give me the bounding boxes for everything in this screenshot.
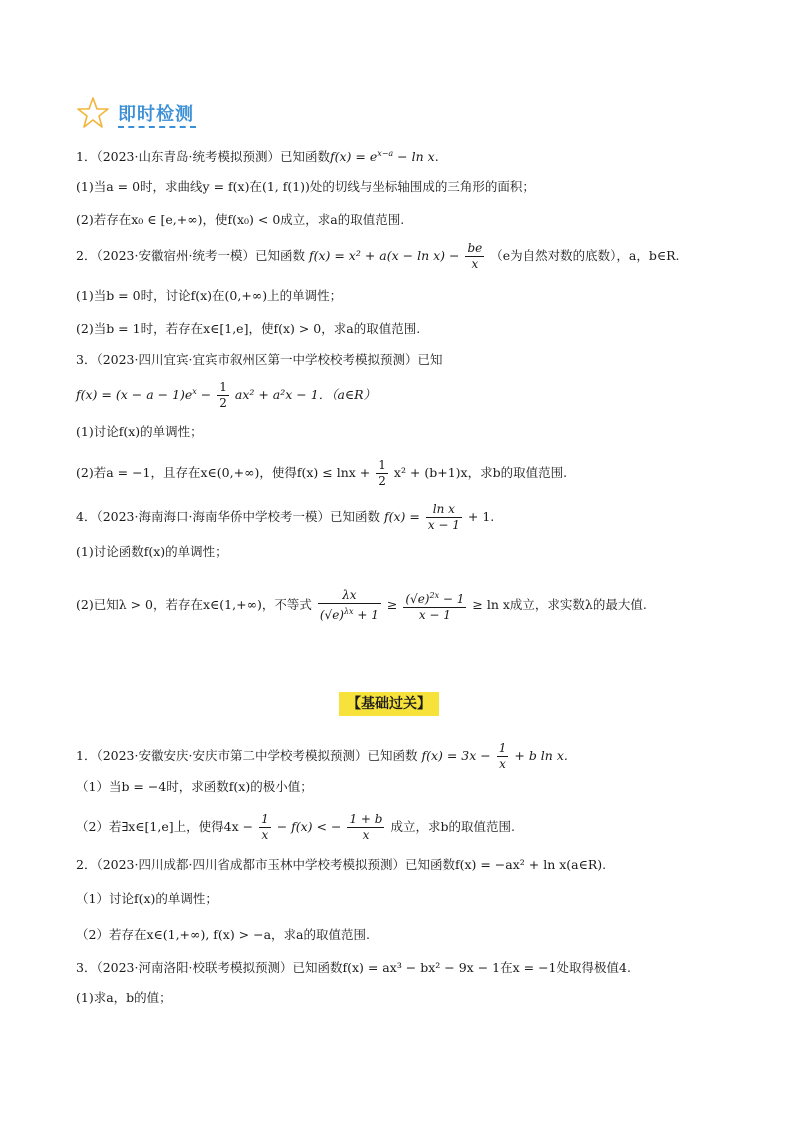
question-4-stem: 4．（2023·海南海口·海南华侨中学校考一模）已知函数 f(x) = $\frac{\text{ln x}}{x - 1}$ + 1.: [76, 502, 495, 532]
basic-question-1-part-2: （2）若∃x∈[1,e]上，使得4x − $\frac{1}{x}$ − f(x) < − $\frac{1 + b}{x}$ 成立，求b的取值范围.: [76, 812, 515, 842]
fraction: $\frac{(√e)^{2x} - 1}{x - 1}$: [403, 588, 466, 623]
question-2-part-1: (1)当b = 0时，讨论f(x)在(0,+∞)上的单调性；: [76, 288, 343, 303]
basic-question-2-stem: 2．（2023·四川成都·四川省成都市玉林中学校考模拟预测）已知函数f(x) = −ax² + ln x(a∈R).: [76, 857, 607, 872]
fraction: $\frac{\text{ln x}}{x - 1}$: [427, 502, 460, 532]
question-4-part-1: (1)讨论函数f(x)的单调性；: [76, 544, 228, 559]
fraction: $\frac{\lambda x}{(√e)^{\lambda x} + 1}$: [319, 588, 379, 622]
fraction: $\frac{1 + b}{x}$: [349, 812, 383, 842]
basic-question-3-stem: 3．（2023·河南洛阳·校联考模拟预测）已知函数f(x) = ax³ − bx² − 9x − 1在x = −1处取得极值4.: [76, 960, 631, 975]
title-underline: [118, 126, 196, 128]
star-icon: [76, 96, 110, 130]
basic-question-2-part-2: （2）若存在x∈(1,+∞), f(x) > −a，求a的取值范围.: [76, 927, 370, 942]
fraction: $\frac{be}{x}$: [467, 241, 483, 271]
question-1-part-2: (2)若存在x₀ ∈ [e,+∞)，使f(x₀) < 0成立，求a的取值范围.: [76, 212, 405, 227]
question-3-part-1: (1)讨论f(x)的单调性；: [76, 424, 203, 439]
basic-question-1-part-1: （1）当b = −4时，求函数f(x)的极小值；: [76, 779, 313, 794]
question-2-part-2: (2)当b = 1时，若存在x∈[1,e]，使f(x) > 0，求a的取值范围.: [76, 321, 421, 336]
fraction: $\frac{1}{2}$: [378, 458, 386, 488]
question-3-function: $f(x) = (x - a - 1)e^x$ − $\frac{1}{2}$ ax² + a²x − 1．（a∈R）: [76, 380, 377, 410]
fraction: $\frac{1}{2}$: [219, 380, 227, 410]
fraction: $\frac{1}{x}$: [261, 812, 269, 842]
section-title: 即时检测: [118, 104, 194, 125]
basic-question-1-stem: 1．（2023·安徽安庆·安庆市第二中学校考模拟预测）已知函数 f(x) = 3x − $\frac{1}{x}$ + b ln x.: [76, 741, 568, 771]
question-2-stem: 2．（2023·安徽宿州·统考一模）已知函数 f(x) = x² + a(x − ln x) − $\frac{be}{x}$ （e为自然对数的底数），a，b∈R.: [76, 241, 680, 271]
fraction: $\frac{1}{x}$: [498, 741, 507, 771]
question-3-stem: 3．（2023·四川宜宾·宜宾市叙州区第一中学校校考模拟预测）已知: [76, 352, 443, 367]
basic-question-2-part-1: （1）讨论f(x)的单调性；: [76, 891, 218, 906]
question-4-part-2: (2)已知λ > 0，若存在x∈(1,+∞)，不等式 $\frac{\lambda x}{(√e)^{\lambda x} + 1}$ ≥ $\frac{(√e)^{2x} - 1}{x - 1}$ ≥ ln x成立，求实数λ的最大值.: [76, 588, 647, 622]
question-1-part-1: (1)当a = 0时，求曲线y = f(x)在(1, f(1))处的切线与坐标轴围成的三角形的面积；: [76, 179, 535, 194]
question-1-stem: 1．（2023·山东青岛·统考模拟预测）已知函数$f(x) = e^{x-a} - \ln x$.: [76, 149, 439, 165]
basic-question-3-part-1: (1)求a，b的值；: [76, 990, 172, 1005]
question-3-part-2: (2)若a = −1，且存在x∈(0,+∞)，使得f(x) ≤ lnx + $\frac{1}{2}$ x² + (b+1)x，求b的取值范围.: [76, 458, 568, 488]
section-title-basic: 【基础过关】: [339, 692, 439, 716]
